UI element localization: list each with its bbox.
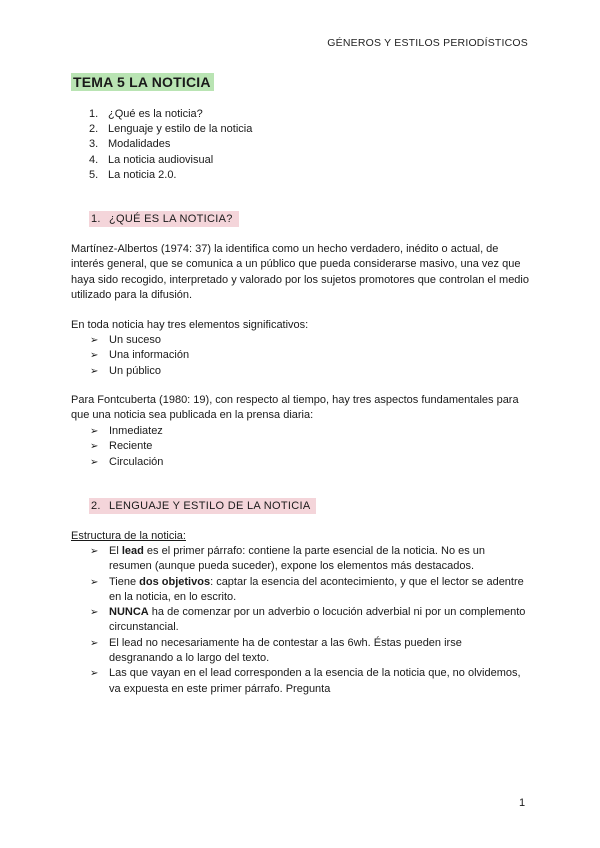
toc-item: 1. ¿Qué es la noticia?: [89, 108, 203, 120]
arrow-bullet-icon: ➢: [90, 456, 99, 468]
page-title: TEMA 5 LA NOTICIA: [71, 73, 214, 91]
aspects-list: [90, 424, 163, 470]
list-item: ➢ Inmediatez: [90, 424, 163, 439]
structure-list: [90, 544, 529, 697]
list-item: ➢ Un suceso: [90, 333, 189, 348]
arrow-bullet-icon: ➢: [90, 576, 99, 588]
list-item: ➢ Tiene dos objetivos: captar la esencia del acontecimiento, y que el lector se adentre en la noticia, en lo escrito.: [90, 575, 524, 603]
running-header: GÉNEROS Y ESTILOS PERIODÍSTICOS: [327, 37, 528, 49]
toc-item: 2. Lenguaje y estilo de la noticia: [89, 123, 253, 136]
section-1-heading: 1. ¿QUÉ ES LA NOTICIA?: [89, 211, 239, 227]
arrow-bullet-icon: ➢: [90, 441, 99, 453]
toc-item: 4. La noticia audiovisual: [89, 153, 214, 166]
toc-item: 3. Modalidades: [89, 138, 171, 151]
list-item: ➢ NUNCA ha de comenzar por un adverbio o locución adverbial ni por un complemento circunstancial.: [90, 606, 526, 634]
arrow-bullet-icon: ➢: [90, 335, 99, 346]
arrow-bullet-icon: ➢: [90, 426, 99, 437]
table-of-contents: [89, 107, 252, 183]
list-item: ➢ Un público: [90, 364, 189, 379]
elements-list: [90, 333, 189, 379]
aspects-intro: Para Fontcuberta (1980: 19), con respecto al tiempo, hay tres aspectos fundamentales para que una noticia sea publicada en la prensa diaria:: [71, 394, 519, 422]
arrow-bullet-icon: ➢: [90, 668, 99, 680]
elements-intro: En toda noticia hay tres elementos significativos:: [71, 319, 309, 331]
list-item: ➢ Reciente: [90, 439, 163, 454]
list-item: ➢ El lead es el primer párrafo: contiene la parte esencial de la noticia. No es un resumen (aunque pueda suceder), expone los elementos más destacados.: [90, 545, 486, 573]
page-number: 1: [519, 797, 526, 809]
list-item: ➢ Una información: [90, 348, 189, 363]
arrow-bullet-icon: ➢: [90, 365, 99, 377]
list-item: ➢ Circulación: [90, 455, 163, 470]
list-item: ➢ El lead no necesariamente ha de contestar a las 6wh. Éstas pueden irse desgranando a lo largo del texto.: [90, 636, 462, 665]
definition-paragraph: Martínez-Albertos (1974: 37) la identifica como un hecho verdadero, inédito o actual, de interés general, que se comunica a un público que pueda considerarse masivo, una vez que haya sido recogido, interpretado y valorado por los sujetos promotores que controlan el medio utilizado para la difusión.: [71, 243, 529, 301]
section-2-heading: 2. LENGUAJE Y ESTILO DE LA NOTICIA: [89, 498, 316, 514]
arrow-bullet-icon: ➢: [90, 607, 99, 619]
toc-item: 5. La noticia 2.0.: [89, 168, 177, 181]
arrow-bullet-icon: ➢: [90, 350, 99, 362]
arrow-bullet-icon: ➢: [90, 637, 99, 649]
list-item: ➢ Las que vayan en el lead corresponden a la esencia de la noticia que, no olvidemos, va expuesta en este primer párrafo. Pregunta: [90, 667, 521, 695]
arrow-bullet-icon: ➢: [90, 546, 99, 557]
structure-subheading: Estructura de la noticia:: [71, 530, 186, 542]
